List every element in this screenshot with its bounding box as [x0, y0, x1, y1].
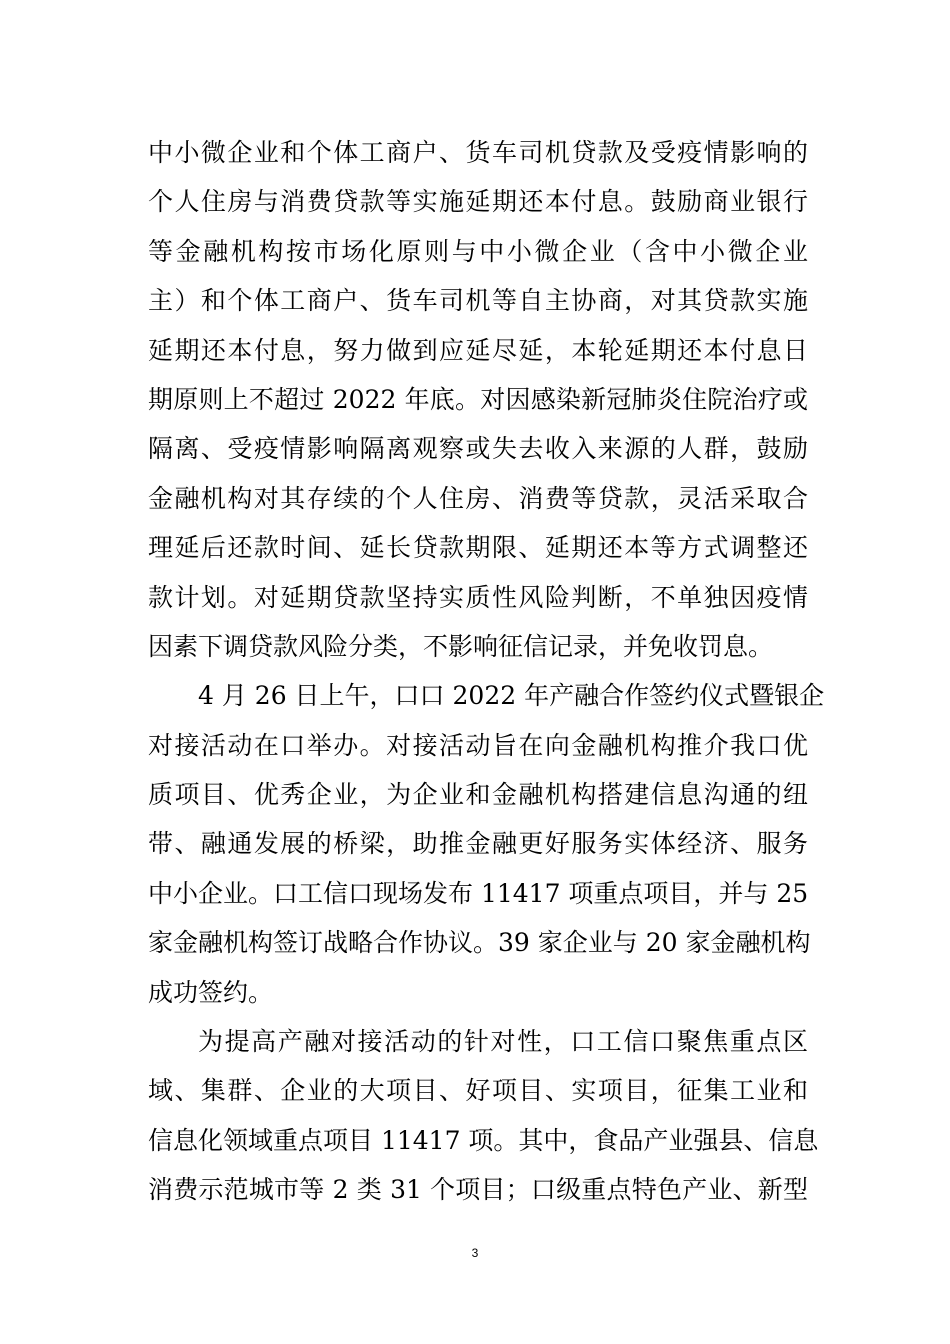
text-line: 质项目、优秀企业，为企业和金融机构搭建信息沟通的纽	[148, 780, 808, 810]
text-line: 中小企业。口工信口现场发布 11417 项重点项目，并与 25	[148, 878, 809, 908]
text-line: 款计划。对延期贷款坚持实质性风险判断，不单独因疫情	[148, 582, 808, 612]
text-line: 隔离、受疫情影响隔离观察或失去收入来源的人群，鼓励	[148, 434, 808, 464]
text-line: 消费示范城市等 2 类 31 个项目；口级重点特色产业、新型	[148, 1175, 808, 1205]
text-line: 信息化领域重点项目 11417 项。其中，食品产业强县、信息	[148, 1125, 819, 1155]
page-number: 3	[471, 1246, 479, 1260]
text-line: 期原则上不超过 2022 年底。对因感染新冠肺炎住院治疗或	[148, 384, 808, 414]
text-line: 家金融机构签订战略合作协议。39 家企业与 20 家金融机构	[148, 928, 811, 958]
text-line: 理延后还款时间、延长贷款期限、延期还本等方式调整还	[148, 533, 808, 563]
text-line: 对接活动在口举办。对接活动旨在向金融机构推介我口优	[148, 730, 808, 760]
text-line: 延期还本付息，努力做到应延尽延，本轮延期还本付息日	[148, 335, 808, 365]
text-line: 等金融机构按市场化原则与中小微企业（含中小微企业	[148, 236, 808, 266]
text-line: 个人住房与消费贷款等实施延期还本付息。鼓励商业银行	[148, 187, 808, 217]
text-line: 因素下调贷款风险分类，不影响征信记录，并免收罚息。	[148, 631, 774, 661]
text-line: 成功签约。	[148, 977, 274, 1007]
text-line: 金融机构对其存续的个人住房、消费等贷款，灵活采取合	[148, 483, 808, 513]
text-line: 带、融通发展的桥梁，助推金融更好服务实体经济、服务	[148, 829, 808, 859]
text-line: 4 月 26 日上午，口口 2022 年产融合作签约仪式暨银企	[198, 681, 825, 711]
text-line: 主）和个体工商户、货车司机等自主协商，对其贷款实施	[148, 286, 808, 316]
body-text	[148, 128, 825, 1215]
text-line: 中小微企业和个体工商户、货车司机贷款及受疫情影响的	[148, 138, 808, 167]
text-line: 为提高产融对接活动的针对性，口工信口聚焦重点区	[198, 1027, 808, 1057]
text-line: 域、集群、企业的大项目、好项目、实项目，征集工业和	[148, 1076, 808, 1106]
